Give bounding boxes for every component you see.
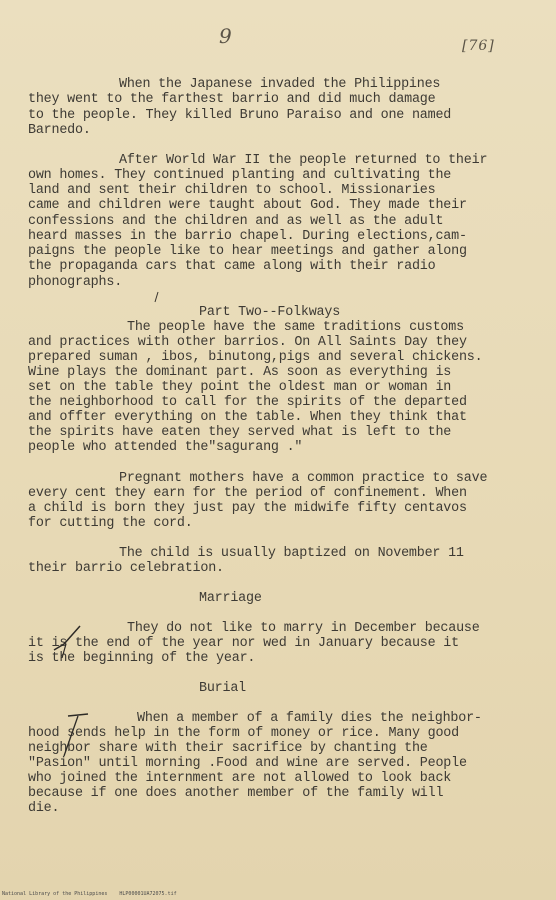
- text-line: They do not like to marry in December because: [127, 621, 480, 636]
- text-line: hood sends help in the form of money or rice. Many good: [28, 726, 459, 741]
- text-line: for cutting the cord.: [28, 516, 193, 531]
- archive-footer: National Library of the Philippines HLP00001UA72075.tif: [2, 891, 177, 897]
- text-line: land and sent their children to school. Missionaries: [28, 183, 436, 198]
- text-line: their barrio celebration.: [28, 561, 224, 576]
- text-line: they went to the farthest barrio and did much damage: [28, 92, 436, 107]
- text-line: and offter everything on the table. When they think that: [28, 410, 467, 425]
- text-line: paigns the people like to hear meetings and gather along: [28, 244, 467, 259]
- text-line: confessions and the children and as well as the adult: [28, 214, 444, 229]
- text-line: phonographs.: [28, 275, 123, 290]
- text-line: Part Two--Folkways: [199, 305, 341, 320]
- pen-stroke-mark: [150, 290, 162, 304]
- text-line: The child is usually baptized on November 11: [119, 546, 464, 561]
- text-line: because if one does another member of the family will: [28, 786, 444, 801]
- text-line: Burial: [199, 681, 247, 696]
- archive-reference-number: [76]: [462, 38, 495, 54]
- text-line: die.: [28, 801, 60, 816]
- text-line: When a member of a family dies the neighbor-: [137, 711, 482, 726]
- text-line: heard masses in the barrio chapel. During elections,cam-: [28, 229, 467, 244]
- text-line: prepared suman , ibos, binutong,pigs and several chickens.: [28, 350, 483, 365]
- text-line: who joined the internment are not allowed to look back: [28, 771, 452, 786]
- text-line: Pregnant mothers have a common practice to save: [119, 471, 488, 486]
- text-line: set on the table they point the oldest man or woman in: [28, 380, 452, 395]
- text-line: the spirits have eaten they served what is left to the: [28, 425, 452, 440]
- text-line: Wine plays the dominant part. As soon as everything is: [28, 365, 452, 380]
- handwritten-page-number: 9: [219, 24, 232, 48]
- text-line: it is the end of the year nor wed in January because it: [28, 636, 459, 651]
- text-line: the propaganda cars that came along with their radio: [28, 259, 436, 274]
- text-line: own homes. They continued planting and cultivating the: [28, 168, 452, 183]
- text-line: to the people. They killed Bruno Paraiso and one named: [28, 108, 452, 123]
- text-line: and practices with other barrios. On All Saints Day they: [28, 335, 467, 350]
- text-line: a child is born they just pay the midwife fifty centavos: [28, 501, 467, 516]
- text-line: After World War II the people returned to their: [119, 153, 488, 168]
- text-line: people who attended the"sagurang .": [28, 440, 303, 455]
- text-line: When the Japanese invaded the Philippines: [119, 77, 441, 92]
- text-line: "Pasion" until morning .Food and wine are served. People: [28, 756, 467, 771]
- text-line: Marriage: [199, 591, 262, 606]
- text-line: The people have the same traditions customs: [127, 320, 464, 335]
- text-line: is the beginning of the year.: [28, 651, 256, 666]
- text-line: every cent they earn for the period of confinement. When: [28, 486, 467, 501]
- text-line: neighbor share with their sacrifice by chanting the: [28, 741, 428, 756]
- text-line: came and children were taught about God. They made their: [28, 198, 467, 213]
- text-line: the neighborhood to call for the spirits of the departed: [28, 395, 467, 410]
- text-line: Barnedo.: [28, 123, 91, 138]
